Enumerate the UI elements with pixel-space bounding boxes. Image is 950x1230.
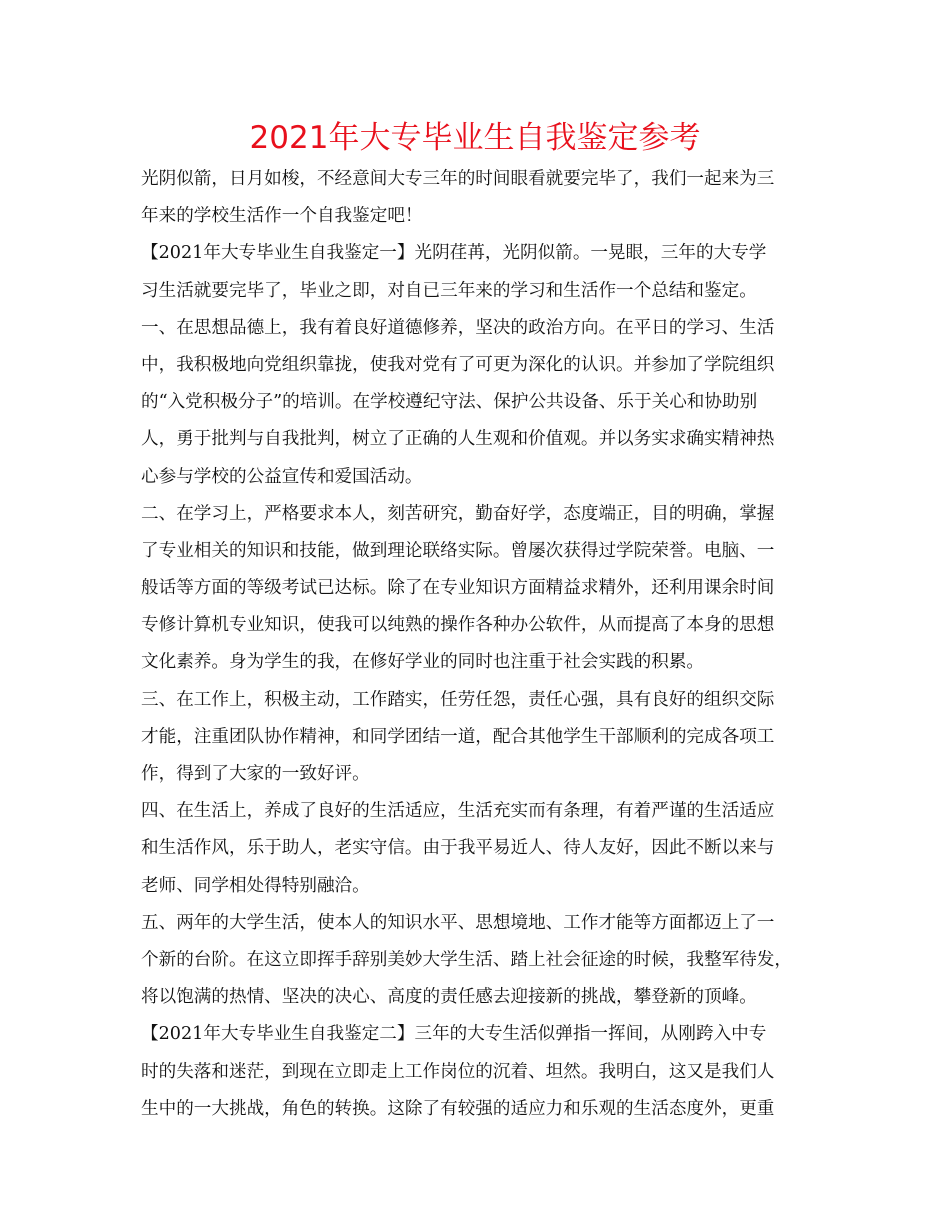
- text-line: 光阴似箭，日月如梭，不经意间大专三年的时间眼看就要完毕了，我们一起来为三: [141, 169, 775, 189]
- text-line: 时的失落和迷茫，到现在立即走上工作岗位的沉着、坦然。我明白，这又是我们人: [141, 1061, 775, 1082]
- text-line: 五、两年的大学生活，使本人的知识水平、思想境地、工作才能等方面都迈上了一: [141, 912, 775, 933]
- text-line: 才能，注重团队协作精神，和同学团结一道，配合其他学生干部顺利的完成各项工: [141, 726, 775, 747]
- text-line: 将以饱满的热情、坚决的决心、高度的责任感去迎接新的挑战，攀登新的顶峰。: [141, 987, 757, 1008]
- text-line: 一、在思想品德上，我有着良好道德修养，坚决的政治方向。在平日的学习、生活: [141, 317, 775, 338]
- text-line: 四、在生活上，养成了良好的生活适应，生活充实而有条理，有着严谨的生活适应: [141, 801, 775, 822]
- text-line: 【2021年大专毕业生自我鉴定一】光阴荏苒，光阴似箭。一晃眼，三年的大专学: [141, 243, 767, 264]
- text-line: 般话等方面的等级考试已达标。除了在专业知识方面精益求精外，还利用课余时间: [141, 578, 775, 599]
- text-line: 中，我积极地向党组织靠拢，使我对党有了可更为深化的认识。并参加了学院组织: [141, 354, 775, 375]
- text-line: 的“入党积极分子”的培训。在学校遵纪守法、保护公共设备、乐于关心和协助别: [141, 392, 758, 413]
- text-line: 老师、同学相处得特别融洽。: [141, 875, 370, 896]
- text-line: 作，得到了大家的一致好评。: [141, 764, 370, 784]
- text-line: 生中的一大挑战，角色的转换。这除了有较强的适应力和乐观的生活态度外，更重: [141, 1098, 775, 1119]
- document-body: [141, 161, 831, 1128]
- text-line: 和生活作风，乐于助人，老实守信。由于我平易近人、待人友好，因此不断以来与: [141, 838, 775, 859]
- text-line: 了专业相关的知识和技能，做到理论联络实际。曾屡次获得过学院荣誉。电脑、一: [141, 540, 775, 561]
- text-line: 二、在学习上，严格要求本人，刻苦研究，勤奋好学，态度端正，目的明确，掌握: [141, 503, 775, 524]
- text-line: 专修计算机专业知识，使我可以纯熟的操作各种办公软件，从而提高了本身的思想: [141, 615, 775, 636]
- text-line: 年来的学校生活作一个自我鉴定吧！: [141, 206, 423, 227]
- text-line: 心参与学校的公益宣传和爱国活动。: [141, 466, 423, 487]
- document-title: 2021年大专毕业生自我鉴定参考: [249, 120, 701, 156]
- text-line: 人，勇于批判与自我批判，树立了正确的人生观和价值观。并以务实求确实精神热: [141, 429, 775, 450]
- text-line: 习生活就要完毕了，毕业之即，对自已三年来的学习和生活作一个总结和鉴定。: [141, 280, 757, 301]
- text-line: 文化素养。身为学生的我，在修好学业的同时也注重于社会实践的积累。: [141, 652, 705, 673]
- text-line: 个新的台阶。在这立即挥手辞别美妙大学生活、踏上社会征途的时候，我整军待发，: [141, 949, 792, 970]
- text-line: 【2021年大专毕业生自我鉴定二】三年的大专生活似弹指一挥间，从刚跨入中专: [141, 1024, 767, 1045]
- text-line: 三、在工作上，积极主动，工作踏实，任劳任怨，责任心强，具有良好的组织交际: [141, 689, 775, 710]
